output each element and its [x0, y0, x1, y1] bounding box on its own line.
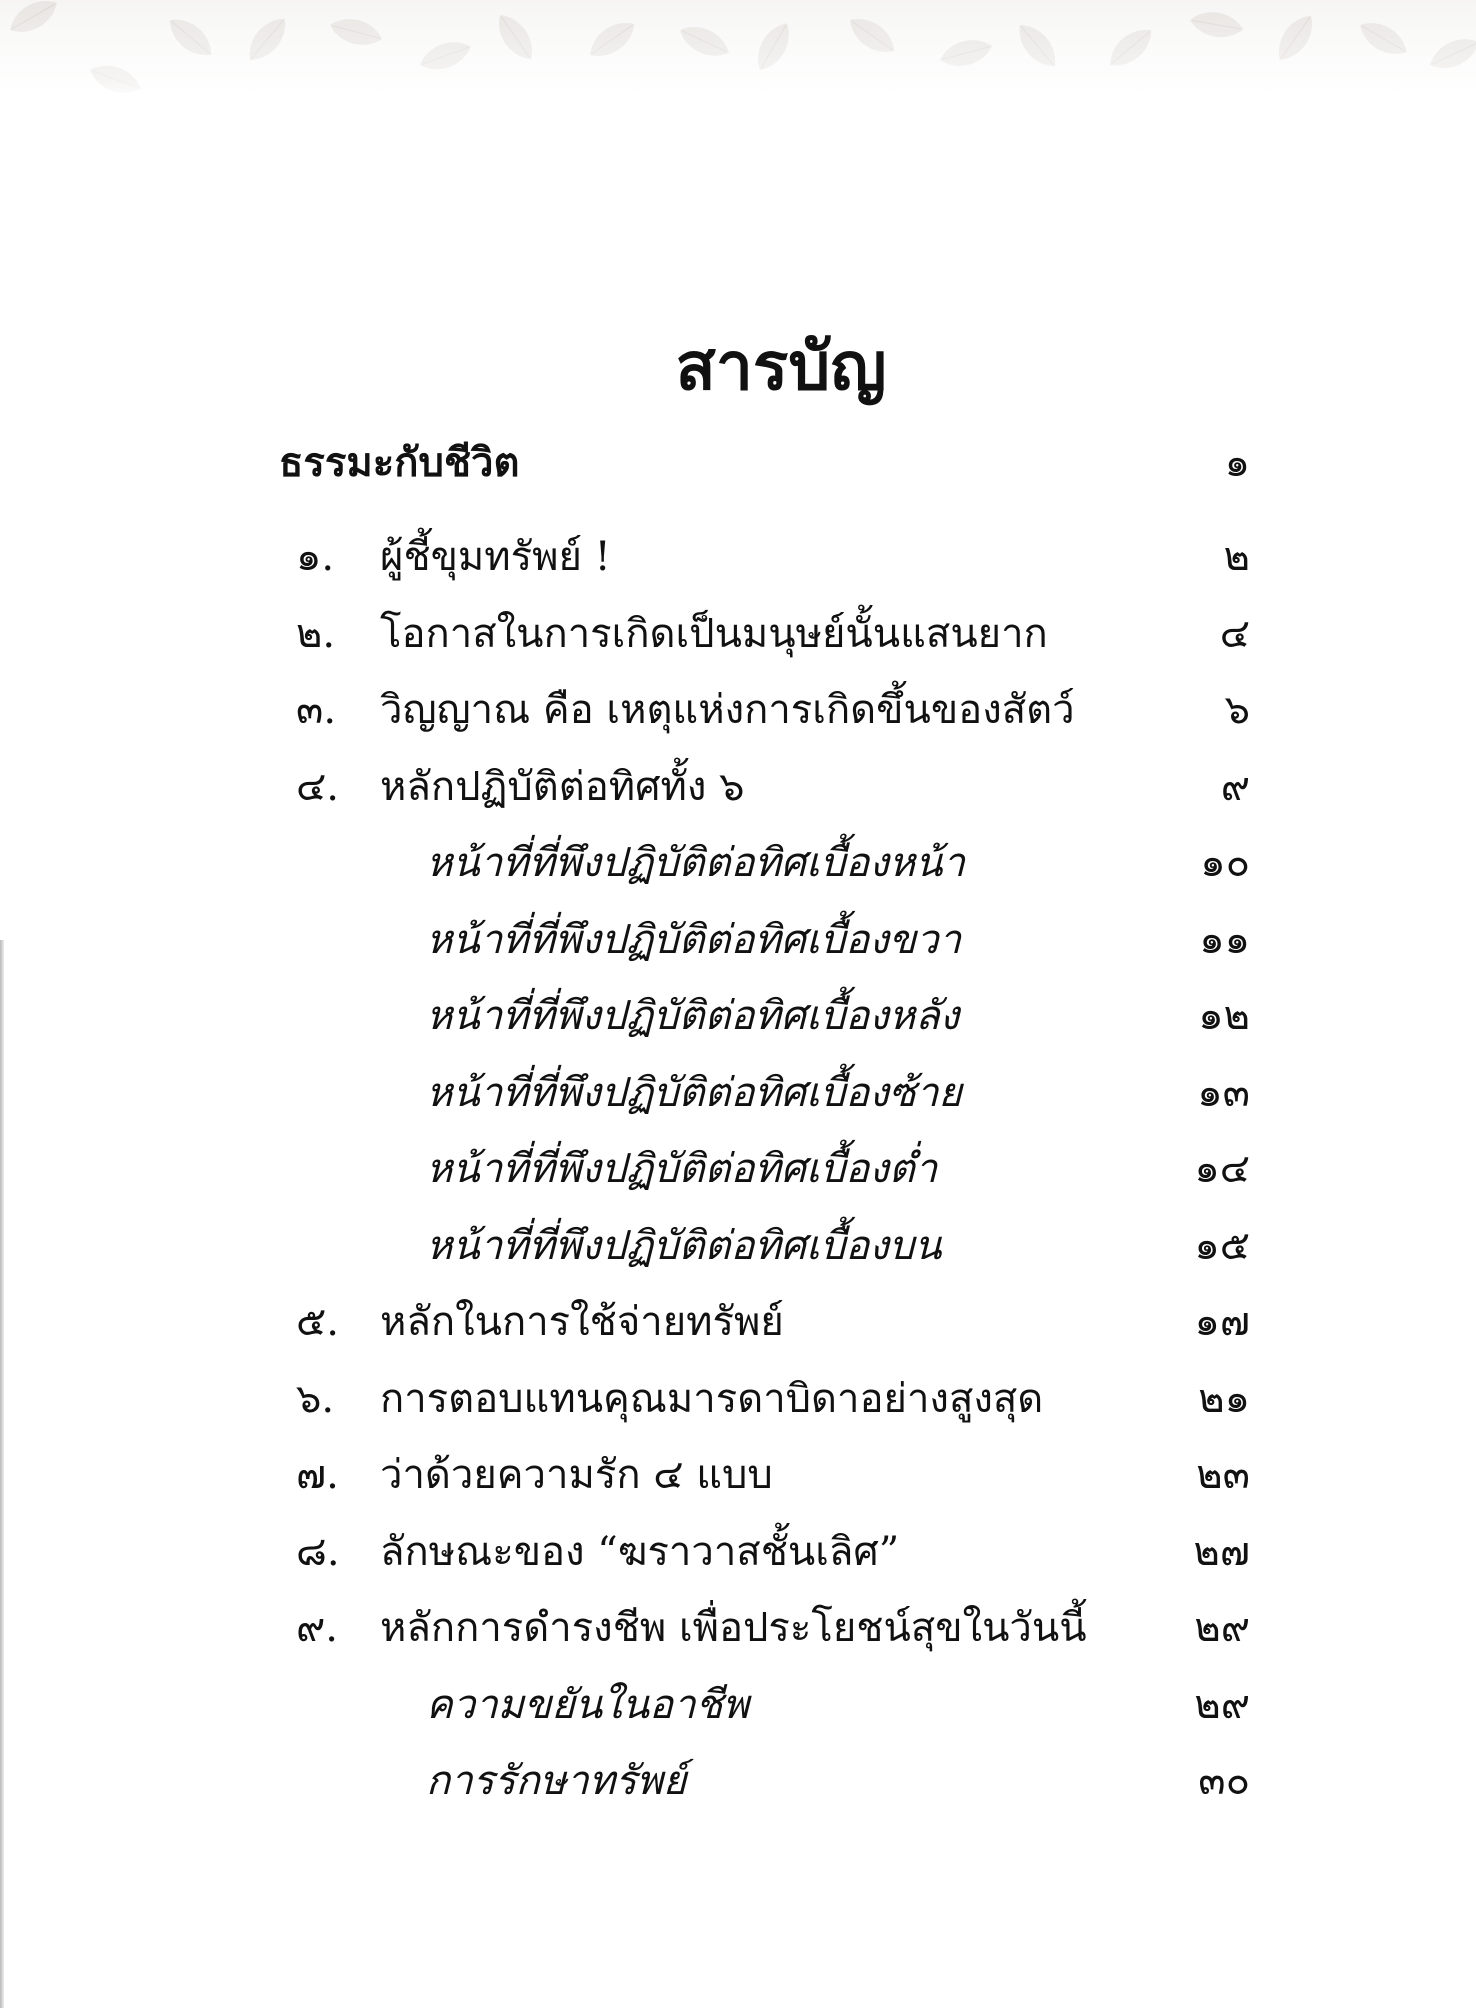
toc-entry	[0, 596, 1476, 673]
entry-title: หลักการดำรงชีพ เพื่อประโยชน์สุขในวันนี้	[380, 1605, 1087, 1651]
subentry-page-number: ๓๐	[1198, 1758, 1250, 1804]
subentry-page-number: ๑๐	[1200, 840, 1250, 886]
entry-page-number: ๑๗	[1194, 1299, 1250, 1345]
section-page-number: ๑	[1224, 440, 1250, 486]
entry-page-number: ๒๓	[1196, 1452, 1250, 1498]
table-of-contents	[0, 425, 1476, 1820]
toc-subentry	[0, 1208, 1476, 1285]
entry-page-number: ๙	[1220, 763, 1250, 810]
toc-subentry	[0, 978, 1476, 1055]
entry-number: ๘.	[296, 1528, 340, 1575]
subentry-title: หน้าที่ที่พึงปฏิบัติต่อทิศเบื้องบน	[426, 1222, 942, 1269]
section-title: ธรรมะกับชีวิต	[279, 439, 520, 486]
entry-page-number: ๒๙	[1194, 1605, 1250, 1651]
subentry-title: หน้าที่ที่พึงปฏิบัติต่อทิศเบื้องหลัง	[426, 993, 960, 1039]
entry-number: ๒.	[296, 610, 336, 657]
entry-title: หลักปฏิบัติต่อทิศทั้ง ๖	[380, 763, 745, 810]
subentry-page-number: ๑๒	[1198, 993, 1250, 1039]
entry-page-number: ๔	[1219, 610, 1250, 657]
page-title: สารบัญ	[675, 327, 887, 405]
toc-subentry	[0, 825, 1476, 902]
toc-subentry	[0, 1667, 1476, 1744]
entry-number: ๑.	[296, 534, 335, 580]
toc-entry	[0, 1590, 1476, 1667]
entry-title: วิญญาณ คือ เหตุแห่งการเกิดขึ้นของสัตว์	[380, 687, 1075, 733]
entry-page-number: ๒๑	[1198, 1375, 1250, 1422]
subentry-page-number: ๑๓	[1197, 1069, 1250, 1116]
subentry-title: หน้าที่ที่พึงปฏิบัติต่อทิศเบื้องขวา	[426, 916, 962, 963]
entry-title: โอกาสในการเกิดเป็นมนุษย์นั้นแสนยาก	[380, 610, 1048, 657]
entry-number: ๖.	[296, 1375, 335, 1422]
entry-number: ๔.	[296, 763, 339, 810]
toc-subentry	[0, 1131, 1476, 1208]
entry-page-number: ๖	[1224, 687, 1250, 733]
toc-entry	[0, 1437, 1476, 1514]
toc-subentry	[0, 1743, 1476, 1820]
subentry-page-number: ๑๑	[1199, 916, 1250, 963]
toc-entry	[0, 1284, 1476, 1361]
toc-entry	[0, 1514, 1476, 1591]
entry-title: ผู้ชี้ขุมทรัพย์ !	[380, 534, 611, 580]
subentry-page-number: ๒๙	[1194, 1681, 1250, 1728]
toc-subentry	[0, 1055, 1476, 1132]
entry-title: หลักในการใช้จ่ายทรัพย์	[380, 1299, 784, 1345]
entry-number: ๗.	[296, 1452, 339, 1498]
toc-section	[0, 425, 1476, 501]
entry-number: ๕.	[296, 1299, 339, 1345]
entry-page-number: ๒๗	[1193, 1528, 1250, 1575]
entry-title: ลักษณะของ “ฆราวาสชั้นเลิศ”	[380, 1528, 900, 1575]
subentry-title: ความขยันในอาชีพ	[426, 1681, 750, 1728]
toc-entry	[0, 749, 1476, 826]
toc-entry	[0, 1361, 1476, 1438]
subentry-title: การรักษาทรัพย์	[426, 1758, 687, 1804]
toc-subentry	[0, 902, 1476, 979]
subentry-page-number: ๑๔	[1194, 1146, 1250, 1192]
entry-page-number: ๒	[1223, 534, 1250, 580]
decorative-leaf-band	[0, 0, 1476, 100]
toc-entry	[0, 672, 1476, 749]
entry-title: การตอบแทนคุณมารดาบิดาอย่างสูงสุด	[380, 1375, 1044, 1422]
subentry-title: หน้าที่ที่พึงปฏิบัติต่อทิศเบื้องต่ำ	[426, 1146, 938, 1192]
entry-number: ๙.	[296, 1605, 339, 1651]
subentry-page-number: ๑๕	[1194, 1222, 1250, 1269]
entry-number: ๓.	[296, 687, 337, 733]
subentry-title: หน้าที่ที่พึงปฏิบัติต่อทิศเบื้องหน้า	[426, 840, 965, 886]
entry-title: ว่าด้วยความรัก ๔ แบบ	[380, 1452, 773, 1498]
toc-entry	[0, 519, 1476, 596]
subentry-title: หน้าที่ที่พึงปฏิบัติต่อทิศเบื้องซ้าย	[426, 1069, 962, 1116]
